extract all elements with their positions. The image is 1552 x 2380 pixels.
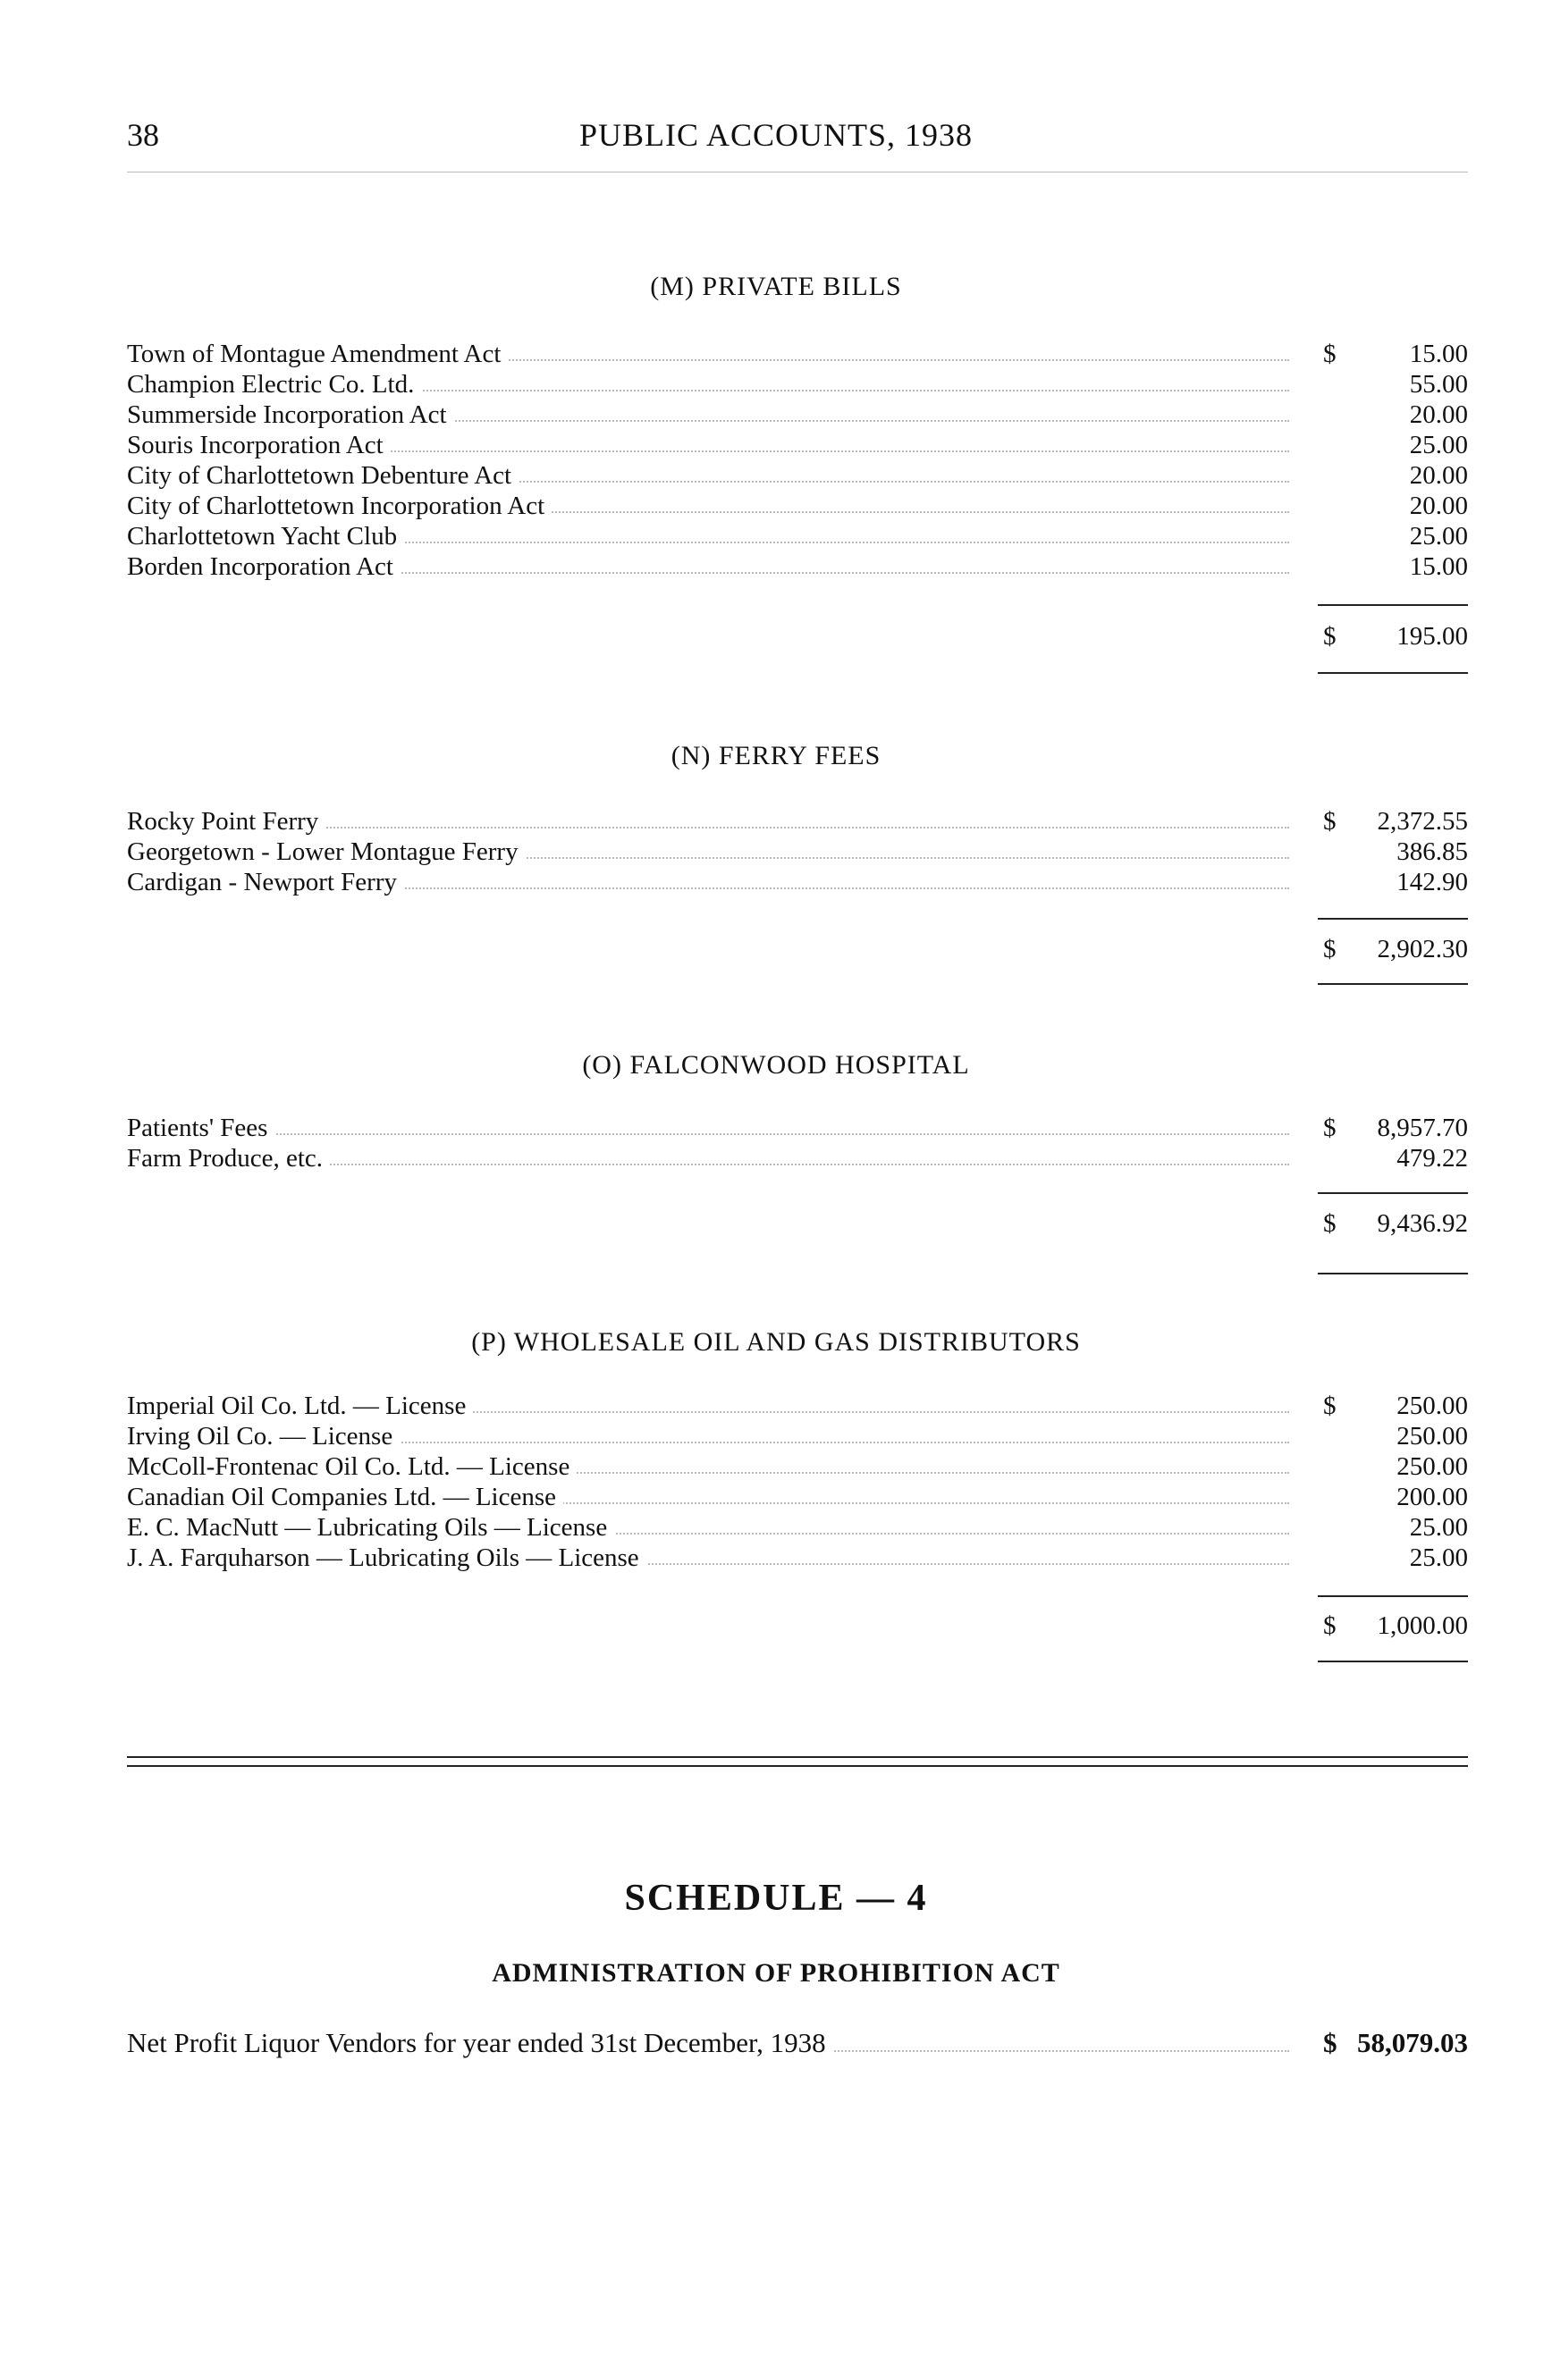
section-total: [1318, 929, 1468, 965]
item-amount: 142.90: [1396, 868, 1468, 896]
item-currency: $: [1323, 340, 1337, 368]
item-amount: 20.00: [1409, 492, 1468, 520]
item-label: Champion Electric Co. Ltd.: [127, 369, 421, 399]
total-rule: [1318, 1661, 1468, 1662]
table-row: [127, 1421, 1468, 1451]
section-total: [1318, 1606, 1468, 1642]
total-currency: $: [1323, 1209, 1337, 1238]
item-label: Charlottetown Yacht Club: [127, 521, 404, 551]
separator-rule-top: [127, 1756, 1468, 1758]
item-amount: 15.00: [1409, 340, 1468, 368]
schedule-subtitle: ADMINISTRATION OF PROHIBITION ACT: [492, 1958, 1060, 1988]
item-amount: 15.00: [1409, 552, 1468, 581]
wholesale-oil-rows: [127, 1391, 1468, 1573]
item-label: Farm Produce, etc.: [127, 1143, 330, 1173]
item-amount: 250.00: [1396, 1422, 1468, 1451]
table-row: [127, 369, 1468, 399]
page-number: 38: [127, 117, 159, 153]
item-amount: 479.22: [1396, 1144, 1468, 1173]
item-amount: 250.00: [1396, 1452, 1468, 1481]
dot-leader: [127, 1133, 1289, 1135]
section-total: [1318, 617, 1468, 652]
item-label: Borden Incorporation Act: [127, 551, 401, 582]
table-row: [127, 1512, 1468, 1543]
table-row: [127, 521, 1468, 551]
item-label: Souris Incorporation Act: [127, 430, 391, 460]
item-label: Cardigan - Newport Ferry: [127, 867, 404, 897]
schedule-row-label: Net Profit Liquor Vendors for year ended 31st December, 1938: [127, 2025, 833, 2061]
item-amount: 20.00: [1409, 461, 1468, 490]
section-title-wholesale-oil: (P) WHOLESALE OIL AND GAS DISTRIBUTORS: [471, 1327, 1081, 1357]
schedule-row-amount: 58,079.03: [1357, 2027, 1468, 2058]
subtotal-rule: [1318, 604, 1468, 606]
section-total: [1318, 1204, 1468, 1240]
subtotal-rule: [1318, 1595, 1468, 1597]
table-row: [127, 1391, 1468, 1421]
item-amount: 2,372.55: [1377, 807, 1468, 836]
item-amount: 55.00: [1409, 370, 1468, 399]
item-label: Georgetown - Lower Montague Ferry: [127, 837, 526, 867]
table-row: [127, 1143, 1468, 1173]
item-currency: $: [1323, 1392, 1337, 1420]
falconwood-rows: [127, 1113, 1468, 1173]
item-label: City of Charlottetown Debenture Act: [127, 460, 519, 491]
private-bills-rows: [127, 339, 1468, 582]
item-amount: 200.00: [1396, 1483, 1468, 1511]
item-label: E. C. MacNutt — Lubricating Oils — License: [127, 1512, 614, 1543]
table-row: [127, 399, 1468, 430]
item-label: Patients' Fees: [127, 1113, 274, 1143]
table-row: [127, 1543, 1468, 1573]
table-row: [127, 491, 1468, 521]
item-amount: 25.00: [1409, 1513, 1468, 1542]
total-rule: [1318, 672, 1468, 674]
table-row: [127, 867, 1468, 897]
running-head: PUBLIC ACCOUNTS, 1938: [578, 117, 974, 153]
item-label: City of Charlottetown Incorporation Act: [127, 491, 552, 521]
item-amount: 25.00: [1409, 522, 1468, 551]
total-amount: 2,902.30: [1377, 935, 1468, 963]
subtotal-rule: [1318, 918, 1468, 920]
ferry-fees-rows: [127, 806, 1468, 897]
schedule-row: [127, 2025, 1468, 2061]
total-amount: 1,000.00: [1377, 1611, 1468, 1640]
item-label: Town of Montague Amendment Act: [127, 339, 508, 369]
table-row: [127, 1113, 1468, 1143]
total-amount: 195.00: [1396, 622, 1468, 651]
item-amount: 250.00: [1396, 1392, 1468, 1420]
table-row: [127, 460, 1468, 491]
schedule-row-currency: $: [1323, 2027, 1337, 2058]
item-label: Rocky Point Ferry: [127, 806, 325, 837]
item-amount: 25.00: [1409, 1543, 1468, 1572]
item-label: Imperial Oil Co. Ltd. — License: [127, 1391, 473, 1421]
table-row: [127, 806, 1468, 837]
section-title-private-bills: (M) PRIVATE BILLS: [650, 272, 902, 301]
item-amount: 20.00: [1409, 400, 1468, 429]
total-rule: [1318, 983, 1468, 985]
table-row: [127, 1451, 1468, 1482]
section-title-falconwood-hospital: (O) FALCONWOOD HOSPITAL: [582, 1050, 970, 1080]
table-row: [127, 1482, 1468, 1512]
item-label: Summerside Incorporation Act: [127, 399, 454, 430]
section-title-ferry-fees: (N) FERRY FEES: [671, 741, 881, 770]
subtotal-rule: [1318, 1192, 1468, 1194]
table-row: [127, 551, 1468, 582]
separator-rule-bottom: [127, 1765, 1468, 1767]
item-amount: 386.85: [1396, 837, 1468, 866]
item-currency: $: [1323, 1114, 1337, 1142]
item-label: Canadian Oil Companies Ltd. — License: [127, 1482, 563, 1512]
item-label: Irving Oil Co. — License: [127, 1421, 400, 1451]
item-amount: 25.00: [1409, 431, 1468, 459]
item-amount: 8,957.70: [1377, 1114, 1468, 1142]
table-row: [127, 837, 1468, 867]
item-label: McColl-Frontenac Oil Co. Ltd. — License: [127, 1451, 577, 1482]
schedule-title: SCHEDULE — 4: [624, 1878, 928, 1919]
total-currency: $: [1323, 935, 1337, 963]
item-currency: $: [1323, 807, 1337, 836]
total-currency: $: [1323, 622, 1337, 651]
total-currency: $: [1323, 1611, 1337, 1640]
table-row: [127, 339, 1468, 369]
item-label: J. A. Farquharson — Lubricating Oils — License: [127, 1543, 646, 1573]
table-row: [127, 430, 1468, 460]
total-amount: 9,436.92: [1377, 1209, 1468, 1238]
total-rule: [1318, 1273, 1468, 1274]
